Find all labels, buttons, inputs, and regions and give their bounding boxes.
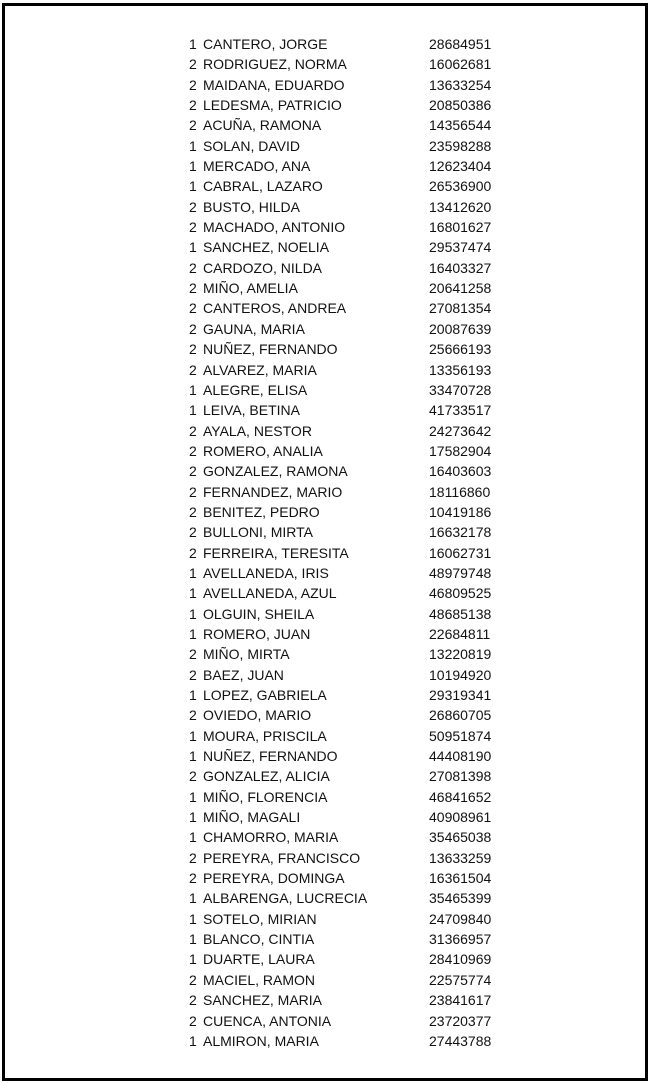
row-name: ALVAREZ, MARIA [203,361,317,378]
row-name: RODRIGUEZ, NORMA [203,56,347,73]
row-id-number: 48685138 [429,605,492,622]
row-code: 1 [189,1032,197,1049]
row-name: BUSTO, HILDA [203,198,300,215]
list-item [185,787,505,807]
list-item [185,827,505,847]
row-id-number: 46809525 [429,585,492,602]
row-name: LEDESMA, PATRICIO [203,97,342,114]
row-code: 2 [189,300,197,317]
row-code: 2 [189,768,197,785]
row-id-number: 14356544 [429,117,492,134]
row-name: OVIEDO, MARIO [203,707,312,724]
row-name: CANTEROS, ANDREA [203,300,347,317]
row-code: 1 [189,625,197,642]
row-name: LOPEZ, GABRIELA [203,687,327,703]
list-item [185,685,505,705]
row-code: 2 [189,97,197,114]
list-item [185,115,505,135]
row-name: ROMERO, ANALIA [203,442,323,459]
row-code: 1 [189,829,197,846]
list-item [185,502,505,522]
row-code: 1 [189,748,197,765]
row-name: FERREIRA, TERESITA [203,544,349,561]
row-id-number: 26536900 [429,178,492,195]
row-name: MERCADO, ANA [203,158,311,175]
row-name: AVELLANEDA, AZUL [203,585,337,602]
row-name: BULLONI, MIRTA [203,524,313,541]
row-name: CUENCA, ANTONIA [203,1012,332,1029]
list-item [185,95,505,115]
row-id-number: 28410969 [429,951,492,968]
row-id-number: 35465038 [429,829,492,846]
row-id-number: 18116860 [429,483,491,500]
list-item [185,644,505,664]
row-name: BLANCO, CINTIA [203,931,315,948]
list-item [185,421,505,441]
row-name: BENITEZ, PEDRO [203,503,320,520]
row-name: ALMIRON, MARIA [203,1032,319,1049]
row-code: 2 [189,646,197,663]
row-name: MIÑO, MAGALI [203,809,301,826]
row-name: PEREYRA, FRANCISCO [203,849,361,866]
row-name: ROMERO, JUAN [203,625,311,642]
list-item [185,929,505,949]
row-code: 2 [189,544,197,561]
list-item [185,217,505,237]
row-code: 2 [189,320,197,337]
row-code: 1 [189,564,197,581]
row-name: ALEGRE, ELISA [203,381,308,398]
row-id-number: 16062731 [429,544,492,561]
row-id-number: 29537474 [429,239,492,256]
list-item [185,360,505,380]
row-id-number: 24709840 [429,910,492,927]
row-name: OLGUIN, SHEILA [203,605,315,622]
row-code: 2 [189,503,197,520]
row-id-number: 13356193 [429,361,492,378]
row-code: 1 [189,910,197,927]
row-code: 1 [189,402,197,419]
row-name: SANCHEZ, MARIA [203,992,323,1009]
row-name: SANCHEZ, NOELIA [203,239,330,256]
row-id-number: 41733517 [429,402,492,419]
list-item [185,726,505,746]
row-name: MAIDANA, EDUARDO [203,76,345,93]
list-item [185,522,505,542]
list-item [185,888,505,908]
row-id-number: 20087639 [429,320,492,337]
row-name: AYALA, NESTOR [203,422,312,439]
row-code: 1 [189,585,197,602]
list-item [185,75,505,95]
list-item [185,278,505,298]
row-code: 2 [189,219,197,236]
row-code: 1 [189,178,197,195]
row-code: 2 [189,280,197,297]
row-code: 2 [189,524,197,541]
row-id-number: 23720377 [429,1012,492,1029]
row-id-number: 10194920 [429,666,492,683]
row-id-number: 27081398 [429,768,492,785]
row-id-number: 13633254 [429,76,492,93]
list-item [185,34,505,54]
row-name: MOURA, PRISCILA [203,727,327,744]
list-item [185,909,505,929]
row-name: CANTERO, JORGE [203,36,328,52]
row-code: 1 [189,951,197,968]
row-code: 1 [189,137,197,154]
row-code: 1 [189,727,197,744]
list-item [185,746,505,766]
row-id-number: 10419186 [429,503,492,520]
row-id-number: 28684951 [429,36,492,52]
row-id-number: 16403603 [429,463,492,480]
row-code: 2 [189,259,197,276]
row-id-number: 16062681 [429,56,492,73]
list-item [185,1031,505,1051]
row-name: ALBARENGA, LUCRECIA [203,890,368,907]
row-name: MIÑO, FLORENCIA [203,788,328,805]
row-code: 1 [189,931,197,948]
list-item [185,156,505,176]
row-code: 2 [189,341,197,358]
list-item [185,54,505,74]
row-id-number: 35465399 [429,890,492,907]
list-item [185,990,505,1010]
row-id-number: 16361504 [429,870,492,887]
row-code: 2 [189,463,197,480]
list-item [185,868,505,888]
row-id-number: 16801627 [429,219,492,236]
row-code: 2 [189,870,197,887]
row-id-number: 22684811 [429,625,491,642]
row-code: 1 [189,36,197,52]
row-name: GONZALEZ, RAMONA [203,463,348,480]
list-item [185,604,505,624]
list-item [185,705,505,725]
list-item [185,583,505,603]
list-item [185,441,505,461]
row-code: 1 [189,381,197,398]
list-item [185,543,505,563]
row-code: 1 [189,605,197,622]
list-item [185,563,505,583]
row-code: 2 [189,849,197,866]
row-id-number: 46841652 [429,788,492,805]
row-id-number: 40908961 [429,809,492,826]
row-id-number: 44408190 [429,748,492,765]
document-page [2,3,648,1081]
list-item [185,949,505,969]
row-id-number: 25666193 [429,341,492,358]
row-id-number: 16632178 [429,524,492,541]
row-code: 2 [189,117,197,134]
list-item [185,665,505,685]
list-item [185,339,505,359]
row-id-number: 27443788 [429,1032,492,1049]
row-name: MACIEL, RAMON [203,971,316,988]
row-code: 1 [189,890,197,907]
list-item [185,197,505,217]
row-name: PEREYRA, DOMINGA [203,870,345,887]
row-name: DUARTE, LAURA [203,951,315,968]
row-id-number: 26860705 [429,707,492,724]
row-code: 1 [189,239,197,256]
row-name: NUÑEZ, FERNANDO [203,748,338,765]
row-id-number: 12623404 [429,158,492,175]
list-item [185,766,505,786]
row-name: SOLAN, DAVID [203,137,300,154]
row-id-number: 13633259 [429,849,492,866]
row-name: MIÑO, AMELIA [203,280,298,297]
list-item [185,298,505,318]
row-id-number: 16403327 [429,259,492,276]
row-id-number: 31366957 [429,931,492,948]
list-item [185,482,505,502]
row-code: 2 [189,483,197,500]
row-id-number: 20641258 [429,280,492,297]
row-code: 2 [189,422,197,439]
list-item [185,624,505,644]
row-name: AVELLANEDA, IRIS [203,564,329,581]
list-item [185,258,505,278]
row-code: 1 [189,809,197,826]
row-code: 2 [189,76,197,93]
list-item [185,807,505,827]
row-name: CHAMORRO, MARIA [203,829,339,846]
row-id-number: 50951874 [429,727,492,744]
row-name: MACHADO, ANTONIO [203,219,346,236]
row-name: MIÑO, MIRTA [203,646,290,663]
row-id-number: 23598288 [429,137,492,154]
list-item [185,176,505,196]
list-item [185,848,505,868]
row-name: ACUÑA, RAMONA [203,117,322,134]
row-id-number: 27081354 [429,300,492,317]
row-code: 2 [189,971,197,988]
list-item [185,136,505,156]
row-code: 2 [189,707,197,724]
row-code: 2 [189,666,197,683]
row-id-number: 24273642 [429,422,492,439]
list-item [185,237,505,257]
row-code: 2 [189,198,197,215]
row-name: SOTELO, MIRIAN [203,910,317,927]
row-code: 2 [189,992,197,1009]
row-id-number: 33470728 [429,381,492,398]
row-id-number: 23841617 [429,992,492,1009]
row-code: 2 [189,442,197,459]
row-code: 1 [189,158,197,175]
list-item [185,970,505,990]
row-id-number: 13412620 [429,198,492,215]
row-code: 2 [189,1012,197,1029]
list-item [185,380,505,400]
row-code: 2 [189,56,197,73]
row-id-number: 13220819 [429,646,492,663]
row-id-number: 48979748 [429,564,492,581]
people-list [185,34,505,1051]
row-name: BAEZ, JUAN [203,666,284,683]
row-code: 2 [189,361,197,378]
list-item [185,1011,505,1031]
row-name: LEIVA, BETINA [203,402,300,419]
row-id-number: 29319341 [429,687,492,703]
row-name: GAUNA, MARIA [203,320,305,337]
row-code: 1 [189,788,197,805]
list-item [185,400,505,420]
row-name: FERNANDEZ, MARIO [203,483,343,500]
row-name: CABRAL, LAZARO [203,178,323,195]
list-item [185,319,505,339]
row-code: 1 [189,687,197,703]
row-name: CARDOZO, NILDA [203,259,323,276]
row-name: GONZALEZ, ALICIA [203,768,330,785]
row-id-number: 22575774 [429,971,492,988]
row-name: NUÑEZ, FERNANDO [203,341,338,358]
row-id-number: 17582904 [429,442,492,459]
list-item [185,461,505,481]
row-id-number: 20850386 [429,97,492,114]
